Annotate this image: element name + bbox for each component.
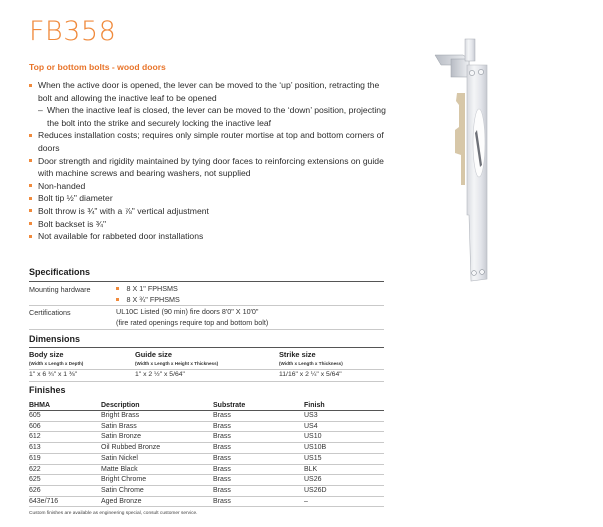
dim-strike-title: Strike size <box>279 350 316 359</box>
substrate-cell: Brass <box>213 475 304 486</box>
finishes-table <box>29 400 384 507</box>
bolt-tip <box>465 39 475 61</box>
spec-label-certifications: Certifications <box>29 308 71 317</box>
substrate-cell: Brass <box>213 432 304 443</box>
description-cell: Matte Black <box>101 464 213 475</box>
table-row <box>29 453 384 464</box>
bhma-cell: 613 <box>29 443 101 454</box>
description-cell: Satin Bronze <box>101 432 213 443</box>
finish-cell: – <box>304 496 384 507</box>
dim-body-value: 1" x 6 ¾" x 1 ⅜" <box>29 371 78 378</box>
description-cell: Satin Nickel <box>101 453 213 464</box>
description-cell: Satin Brass <box>101 421 213 432</box>
dim-body <box>29 350 83 366</box>
feature-list <box>29 79 389 243</box>
col-finish: Finish <box>304 400 384 411</box>
table-header-row <box>29 400 384 411</box>
bhma-cell: 619 <box>29 453 101 464</box>
description-cell: Bright Brass <box>101 411 213 422</box>
substrate-cell: Brass <box>213 464 304 475</box>
feature-item <box>29 218 389 231</box>
table-row <box>29 421 384 432</box>
feature-text: Door strength and rigidity maintained by tying door faces to reinforcing extensions on guide with machine screws and bearing washers, not supplied <box>38 155 384 179</box>
bhma-cell: 605 <box>29 411 101 422</box>
table-row <box>29 475 384 486</box>
bullet-icon <box>116 287 119 290</box>
bullet-icon <box>29 84 32 87</box>
feature-text: Bolt throw is ¾" with a ⅞" vertical adjustment <box>38 205 209 216</box>
lever-recess <box>473 109 485 177</box>
cert-line: UL10C Listed (90 min) fire doors 8'0" X 10'0" <box>116 307 259 316</box>
bhma-cell: 612 <box>29 432 101 443</box>
table-row <box>29 496 384 507</box>
table-row <box>29 432 384 443</box>
screw-icon <box>469 70 474 75</box>
substrate-cell: Brass <box>213 485 304 496</box>
dim-body-title: Body size <box>29 350 64 359</box>
spec-value-mounting <box>116 283 180 305</box>
feature-sublist <box>38 104 389 129</box>
description-cell: Satin Chrome <box>101 485 213 496</box>
row-divider <box>29 369 384 370</box>
feature-item <box>29 79 389 129</box>
description-cell: Oil Rubbed Bronze <box>101 443 213 454</box>
bullet-icon <box>29 197 32 200</box>
specifications-heading: Specifications <box>29 267 91 277</box>
substrate-cell: Brass <box>213 411 304 422</box>
finish-cell: US10 <box>304 432 384 443</box>
substrate-cell: Brass <box>213 496 304 507</box>
bullet-icon <box>29 222 32 225</box>
feature-text: When the active door is opened, the lever can be moved to the ‘up’ position, retracting the bolt and allowing the inactive leaf to be opened <box>38 80 380 103</box>
substrate-cell: Brass <box>213 453 304 464</box>
feature-item <box>29 129 389 154</box>
bullet-icon <box>29 209 32 212</box>
spec-value-certifications <box>116 306 268 328</box>
dim-guide-value: 1" x 2 ½" x 5/64" <box>135 371 185 378</box>
feature-subtext: When the inactive leaf is closed, the lever can be moved to the ‘down’ position, projecting the bolt into the strike and securely locking the inactive leaf <box>47 105 386 128</box>
dim-guide-subtitle: (Width x Length x Height x Thickness) <box>135 361 219 366</box>
spec-label-mounting: Mounting hardware <box>29 285 91 294</box>
dim-strike <box>279 350 343 366</box>
row-divider <box>29 381 384 382</box>
dim-strike-subtitle: (Width x Length x Thickness) <box>279 361 343 366</box>
table-row <box>29 443 384 454</box>
finish-cell: US26D <box>304 485 384 496</box>
substrate-cell: Brass <box>213 421 304 432</box>
finish-cell: BLK <box>304 464 384 475</box>
substrate-cell: Brass <box>213 443 304 454</box>
col-description: Description <box>101 400 213 411</box>
screw-icon <box>480 270 485 275</box>
feature-text: Non-handed <box>38 180 86 191</box>
dim-body-subtitle: (Width x Length x Depth) <box>29 361 84 366</box>
table-row <box>29 485 384 496</box>
bhma-cell: 606 <box>29 421 101 432</box>
product-title: FB358 <box>29 16 117 47</box>
feature-item <box>29 155 389 180</box>
cert-note: (fire rated openings require top and bottom bolt) <box>116 318 269 327</box>
dimensions-rule <box>29 347 384 348</box>
bullet-icon <box>29 235 32 238</box>
table-row <box>29 464 384 475</box>
feature-text: Reduces installation costs; requires only simple router mortise at top and bottom corners of doors <box>38 130 384 153</box>
finish-cell: US26 <box>304 475 384 486</box>
col-bhma: BHMA <box>29 400 101 411</box>
feature-item <box>29 192 389 205</box>
screw-icon <box>478 69 483 74</box>
finish-cell: US3 <box>304 411 384 422</box>
finish-cell: US15 <box>304 453 384 464</box>
bhma-cell: 625 <box>29 475 101 486</box>
dim-guide <box>135 350 218 366</box>
description-cell: Aged Bronze <box>101 496 213 507</box>
spec-mounting-item: 8 X 1" FPHSMS <box>116 283 180 294</box>
bullet-icon <box>29 159 32 162</box>
product-subtitle: Top or bottom bolts - wood doors <box>29 62 166 72</box>
bullet-icon <box>29 184 32 187</box>
bhma-cell: 622 <box>29 464 101 475</box>
finish-cell: US4 <box>304 421 384 432</box>
finishes-heading: Finishes <box>29 385 66 395</box>
product-image <box>425 35 505 285</box>
bullet-icon <box>29 134 32 137</box>
finish-cell: US10B <box>304 443 384 454</box>
feature-text: Not available for rabbeted door installations <box>38 231 204 242</box>
feature-item <box>29 180 389 193</box>
row-divider <box>29 329 384 330</box>
dim-guide-title: Guide size <box>135 350 172 359</box>
col-substrate: Substrate <box>213 400 304 411</box>
screw-icon <box>472 271 477 276</box>
bhma-cell: 643e/716 <box>29 496 101 507</box>
dimensions-heading: Dimensions <box>29 334 81 344</box>
finishes-footnote: Custom finishes are available as engineering special, consult customer service. <box>29 511 198 516</box>
feature-item <box>29 230 389 243</box>
bullet-icon <box>116 298 119 301</box>
description-cell: Bright Chrome <box>101 475 213 486</box>
feature-text: Bolt backset is ¾" <box>38 218 107 229</box>
bracket-side <box>451 59 469 77</box>
spec-mounting-item: 8 X ¾" FPHSMS <box>116 294 180 305</box>
feature-text: Bolt tip ½" diameter <box>38 193 113 204</box>
table-row <box>29 411 384 422</box>
dim-strike-value: 11/16" x 2 ¼" x 5/64" <box>279 371 342 378</box>
specifications-rule <box>29 281 384 282</box>
feature-item <box>29 205 389 218</box>
dash-icon: – <box>38 105 43 116</box>
bhma-cell: 626 <box>29 485 101 496</box>
feature-subitem <box>38 104 389 129</box>
wood-tab <box>455 93 465 185</box>
